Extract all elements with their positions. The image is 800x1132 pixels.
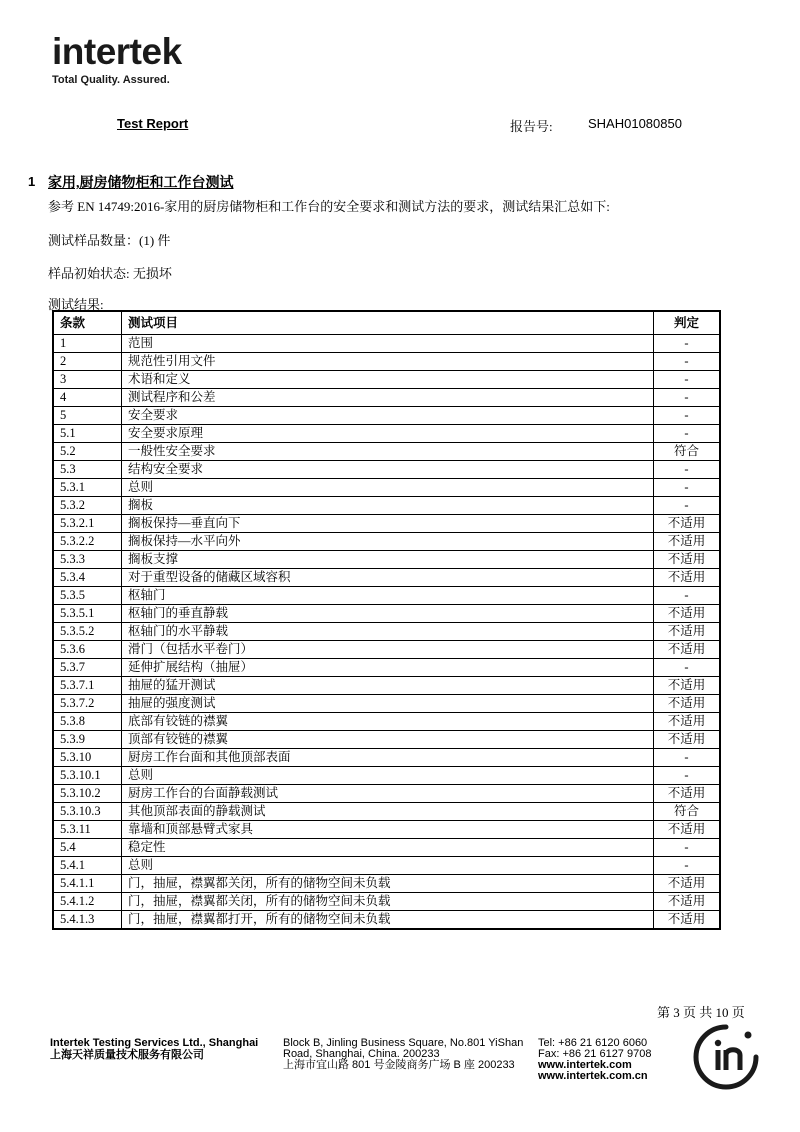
verdict-cell: 不适用 (654, 875, 721, 893)
table-row (53, 911, 720, 930)
item-cell: 枢轴门 (122, 587, 654, 605)
report-title: Test Report (117, 116, 189, 131)
clause-cell: 5.4.1.2 (53, 893, 122, 911)
report-number-label: 报告号: (510, 119, 553, 134)
footer-address-line2: Road, Shanghai, China. 200233 (283, 1048, 440, 1060)
results-table (52, 310, 721, 930)
item-cell: 对于重型设备的储藏区域容积 (122, 569, 654, 587)
clause-cell: 5.3.6 (53, 641, 122, 659)
clause-cell: 5.3.10 (53, 749, 122, 767)
verdict-cell: - (654, 749, 721, 767)
clause-cell: 5.3.5.2 (53, 623, 122, 641)
header-verdict: 判定 (654, 311, 721, 335)
item-cell: 搁板支撑 (122, 551, 654, 569)
clause-cell: 5.3.9 (53, 731, 122, 749)
report-number: SHAH01080850 (588, 116, 682, 131)
item-cell: 术语和定义 (122, 371, 654, 389)
table-row (53, 551, 720, 569)
verdict-cell: 不适用 (654, 641, 721, 659)
table-row (53, 821, 720, 839)
table-row (53, 875, 720, 893)
table-row (53, 371, 720, 389)
verdict-cell: 不适用 (654, 731, 721, 749)
table-row (53, 623, 720, 641)
footer-contact (538, 1038, 651, 1082)
table-row (53, 659, 720, 677)
item-cell: 滑门（包括水平卷门） (122, 641, 654, 659)
verdict-cell: 不适用 (654, 785, 721, 803)
results-label: 测试结果: (48, 297, 104, 312)
clause-cell: 5.3.2 (53, 497, 122, 515)
clause-cell: 5.3.1 (53, 479, 122, 497)
footer-company-en: Intertek Testing Services Ltd., Shanghai (50, 1037, 259, 1049)
verdict-cell: 不适用 (654, 551, 721, 569)
item-cell: 其他顶部表面的静载测试 (122, 803, 654, 821)
clause-cell: 5 (53, 407, 122, 425)
clause-cell: 5.3.4 (53, 569, 122, 587)
item-cell: 测试程序和公差 (122, 389, 654, 407)
clause-cell: 5.3.5.1 (53, 605, 122, 623)
item-cell: 稳定性 (122, 839, 654, 857)
item-cell: 安全要求 (122, 407, 654, 425)
clause-cell: 5.3.5 (53, 587, 122, 605)
page-number: 第 3 页 共 10 页 (657, 1005, 745, 1020)
results-table-body (53, 335, 720, 930)
clause-cell: 4 (53, 389, 122, 407)
verdict-cell: - (654, 857, 721, 875)
clause-cell: 5.3.7 (53, 659, 122, 677)
table-row (53, 425, 720, 443)
table-row (53, 569, 720, 587)
verdict-cell: - (654, 389, 721, 407)
item-cell: 搁板保持—水平向外 (122, 533, 654, 551)
verdict-cell: 不适用 (654, 713, 721, 731)
item-cell: 厨房工作台面和其他顶部表面 (122, 749, 654, 767)
footer-web-link-cn[interactable]: www.intertek.com.cn (538, 1070, 648, 1082)
table-row (53, 857, 720, 875)
clause-cell: 5.3.3 (53, 551, 122, 569)
verdict-cell: - (654, 335, 721, 353)
item-cell: 总则 (122, 479, 654, 497)
item-cell: 总则 (122, 767, 654, 785)
verdict-cell: - (654, 479, 721, 497)
table-row (53, 785, 720, 803)
verdict-cell: 不适用 (654, 677, 721, 695)
table-row (53, 533, 720, 551)
table-row (53, 389, 720, 407)
item-cell: 门，抽屉，襟翼都打开，所有的储物空间未负载 (122, 911, 654, 930)
clause-cell: 5.1 (53, 425, 122, 443)
clause-cell: 5.3.7.2 (53, 695, 122, 713)
verdict-cell: - (654, 839, 721, 857)
item-cell: 厨房工作台的台面静载测试 (122, 785, 654, 803)
item-cell: 门，抽屉，襟翼都关闭，所有的储物空间未负载 (122, 875, 654, 893)
section-number: 1 (28, 174, 36, 189)
item-cell: 底部有铰链的襟翼 (122, 713, 654, 731)
footer-company-cn: 上海天祥质量技术服务有限公司 (50, 1049, 204, 1061)
table-row (53, 479, 720, 497)
intro-paragraph: 参考 EN 14749:2016-家用的厨房储物柜和工作台的安全要求和测试方法的要求，测试结果汇总如下: (48, 199, 610, 214)
item-cell: 一般性安全要求 (122, 443, 654, 461)
section-title: 家用,厨房储物柜和工作台测试 (48, 176, 234, 191)
table-row (53, 497, 720, 515)
verdict-cell: - (654, 353, 721, 371)
item-cell: 搁板保持—垂直向下 (122, 515, 654, 533)
item-cell: 枢轴门的垂直静载 (122, 605, 654, 623)
clause-cell: 5.3.10.2 (53, 785, 122, 803)
verdict-cell: 不适用 (654, 821, 721, 839)
verdict-cell: 不适用 (654, 695, 721, 713)
clause-cell: 5.3.10.3 (53, 803, 122, 821)
verdict-cell: 不适用 (654, 515, 721, 533)
table-row (53, 353, 720, 371)
table-row (53, 515, 720, 533)
verdict-cell: - (654, 461, 721, 479)
clause-cell: 5.3 (53, 461, 122, 479)
clause-cell: 1 (53, 335, 122, 353)
item-cell: 靠墙和顶部悬臂式家具 (122, 821, 654, 839)
item-cell: 顶部有铰链的襟翼 (122, 731, 654, 749)
item-cell: 规范性引用文件 (122, 353, 654, 371)
footer-address-line1: Block B, Jinling Business Square, No.801 YiShan (283, 1037, 524, 1049)
verdict-cell: - (654, 425, 721, 443)
table-row (53, 443, 720, 461)
verdict-cell: - (654, 497, 721, 515)
table-row (53, 641, 720, 659)
table-row (53, 803, 720, 821)
verdict-cell: - (654, 767, 721, 785)
clause-cell: 5.3.8 (53, 713, 122, 731)
item-cell: 搁板 (122, 497, 654, 515)
footer-tel: Tel: +86 21 6120 6060 (538, 1037, 648, 1049)
verdict-cell: - (654, 371, 721, 389)
verdict-cell: - (654, 587, 721, 605)
table-header-row (53, 311, 720, 335)
item-cell: 抽屉的猛开测试 (122, 677, 654, 695)
clause-cell: 5.2 (53, 443, 122, 461)
footer-address-line3: 上海市宜山路 801 号金陵商务广场 B 座 200233 (283, 1059, 515, 1071)
table-row (53, 335, 720, 353)
table-row (53, 461, 720, 479)
clause-cell: 5.3.7.1 (53, 677, 122, 695)
verdict-cell: 不适用 (654, 893, 721, 911)
intertek-in-roundel-icon (693, 1024, 759, 1090)
clause-cell: 5.3.11 (53, 821, 122, 839)
header-item: 测试项目 (122, 311, 654, 335)
verdict-cell: 不适用 (654, 911, 721, 930)
clause-cell: 5.3.2.2 (53, 533, 122, 551)
verdict-cell: 不适用 (654, 569, 721, 587)
item-cell: 总则 (122, 857, 654, 875)
item-cell: 范围 (122, 335, 654, 353)
clause-cell: 5.3.2.1 (53, 515, 122, 533)
table-row (53, 749, 720, 767)
sample-state: 样品初始状态: 无损坏 (48, 266, 172, 281)
table-row (53, 767, 720, 785)
logo-tagline: Total Quality. Assured. (52, 74, 170, 86)
item-cell: 结构安全要求 (122, 461, 654, 479)
footer-web-link[interactable]: www.intertek.com (538, 1059, 632, 1071)
item-cell: 枢轴门的水平静载 (122, 623, 654, 641)
clause-cell: 5.4 (53, 839, 122, 857)
verdict-cell: - (654, 407, 721, 425)
table-row (53, 605, 720, 623)
clause-cell: 5.4.1 (53, 857, 122, 875)
sample-quantity: 测试样品数量：(1) 件 (48, 233, 171, 248)
clause-cell: 5.4.1.3 (53, 911, 122, 930)
item-cell: 延伸扩展结构（抽屉） (122, 659, 654, 677)
table-row (53, 731, 720, 749)
table-row (53, 407, 720, 425)
clause-cell: 5.3.10.1 (53, 767, 122, 785)
verdict-cell: 符合 (654, 803, 721, 821)
table-row (53, 695, 720, 713)
table-row (53, 677, 720, 695)
verdict-cell: 不适用 (654, 533, 721, 551)
clause-cell: 2 (53, 353, 122, 371)
verdict-cell: 不适用 (654, 605, 721, 623)
table-row (53, 587, 720, 605)
verdict-cell: - (654, 659, 721, 677)
intertek-logo (52, 32, 182, 86)
clause-cell: 5.4.1.1 (53, 875, 122, 893)
clause-cell: 3 (53, 371, 122, 389)
footer-company (50, 1038, 258, 1062)
verdict-cell: 不适用 (654, 623, 721, 641)
table-row (53, 839, 720, 857)
verdict-cell: 符合 (654, 443, 721, 461)
footer-address (283, 1038, 523, 1071)
logo-wordmark: intertek (52, 31, 182, 72)
table-row (53, 713, 720, 731)
item-cell: 门，抽屉，襟翼都关闭，所有的储物空间未负载 (122, 893, 654, 911)
item-cell: 抽屉的强度测试 (122, 695, 654, 713)
header-clause: 条款 (53, 311, 122, 335)
footer-fax: Fax: +86 21 6127 9708 (538, 1048, 652, 1060)
table-row (53, 893, 720, 911)
item-cell: 安全要求原理 (122, 425, 654, 443)
